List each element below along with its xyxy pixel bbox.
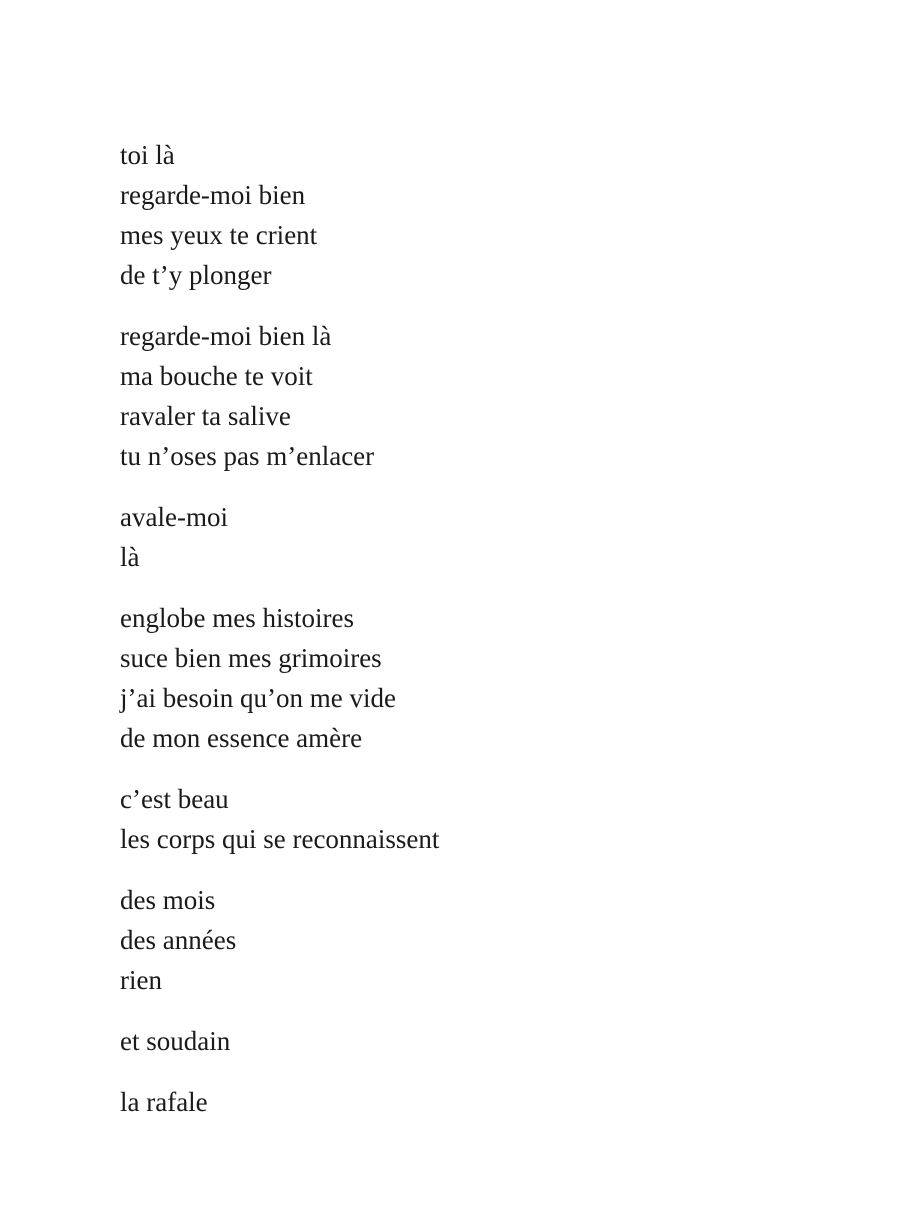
poem-line: j’ai besoin qu’on me vide xyxy=(120,683,396,713)
poem-line: rien xyxy=(120,965,162,995)
poem-line: là xyxy=(120,542,140,572)
poem-line: des mois xyxy=(120,885,216,915)
poem-line: ma bouche te voit xyxy=(120,361,313,391)
stanza-7 xyxy=(120,1021,820,1061)
poem-line: regarde-moi bien xyxy=(120,180,306,210)
poem-line: avale-moi xyxy=(120,502,228,532)
stanza-6 xyxy=(120,880,820,1000)
poem-line: de t’y plonger xyxy=(120,260,272,290)
poem-line: regarde-moi bien là xyxy=(120,321,332,351)
poem-line: tu n’oses pas m’enlacer xyxy=(120,441,375,471)
poem-line: des années xyxy=(120,925,237,955)
poem-line: englobe mes histoires xyxy=(120,603,354,633)
poem-line: mes yeux te crient xyxy=(120,220,318,250)
poem-line: suce bien mes grimoires xyxy=(120,643,382,673)
poem-line: ravaler ta salive xyxy=(120,401,291,431)
stanza-3 xyxy=(120,497,820,577)
stanza-2 xyxy=(120,316,820,476)
poem xyxy=(120,135,820,1143)
poem-line: les corps qui se reconnaissent xyxy=(120,824,440,854)
stanza-5 xyxy=(120,779,820,859)
stanza-8 xyxy=(120,1082,820,1122)
poem-line: la rafale xyxy=(120,1087,208,1117)
stanza-4 xyxy=(120,598,820,758)
poem-line: toi là xyxy=(120,140,175,170)
stanza-1 xyxy=(120,135,820,295)
poem-line: et soudain xyxy=(120,1026,231,1056)
poem-line: de mon essence amère xyxy=(120,723,363,753)
poem-line: c’est beau xyxy=(120,784,229,814)
